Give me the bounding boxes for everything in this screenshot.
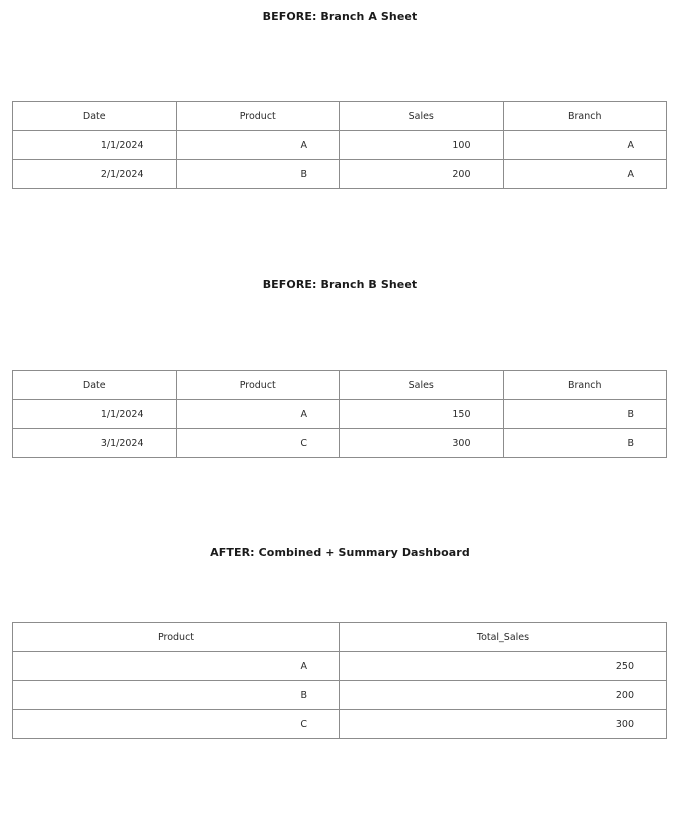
cell-sales: 150 (340, 400, 504, 429)
cell-product: C (176, 429, 340, 458)
section-title-combined: AFTER: Combined + Summary Dashboard (210, 546, 470, 559)
cell-date: 1/1/2024 (13, 131, 177, 160)
cell-branch: A (503, 160, 667, 189)
column-header-total-sales: Total_Sales (340, 623, 667, 652)
table-row (13, 710, 667, 739)
section-title-branch-b: BEFORE: Branch B Sheet (262, 278, 418, 291)
table-row (13, 429, 667, 458)
cell-total-sales: 250 (340, 652, 667, 681)
column-header-product: Product (13, 623, 340, 652)
cell-total-sales: 300 (340, 710, 667, 739)
cell-date: 3/1/2024 (13, 429, 177, 458)
table-row (13, 652, 667, 681)
column-header-branch: Branch (503, 371, 667, 400)
table-row (13, 160, 667, 189)
cell-branch: B (503, 429, 667, 458)
cell-sales: 300 (340, 429, 504, 458)
cell-product: B (13, 681, 340, 710)
cell-sales: 100 (340, 131, 504, 160)
table-summary (12, 622, 667, 739)
column-header-date: Date (13, 371, 177, 400)
cell-branch: B (503, 400, 667, 429)
column-header-product: Product (176, 371, 340, 400)
table-row (13, 131, 667, 160)
table-branch-b (12, 370, 667, 458)
table-row (13, 681, 667, 710)
cell-product: A (176, 400, 340, 429)
section-title-branch-a: BEFORE: Branch A Sheet (262, 10, 418, 23)
cell-branch: A (503, 131, 667, 160)
cell-product: A (13, 652, 340, 681)
cell-product: C (13, 710, 340, 739)
table-header-row (13, 102, 667, 131)
cell-total-sales: 200 (340, 681, 667, 710)
column-header-sales: Sales (340, 371, 504, 400)
column-header-sales: Sales (340, 102, 504, 131)
column-header-branch: Branch (503, 102, 667, 131)
cell-product: A (176, 131, 340, 160)
table-row (13, 400, 667, 429)
column-header-date: Date (13, 102, 177, 131)
table-branch-a (12, 101, 667, 189)
table-header-row (13, 623, 667, 652)
table-header-row (13, 371, 667, 400)
column-header-product: Product (176, 102, 340, 131)
cell-sales: 200 (340, 160, 504, 189)
cell-date: 1/1/2024 (13, 400, 177, 429)
cell-product: B (176, 160, 340, 189)
cell-date: 2/1/2024 (13, 160, 177, 189)
